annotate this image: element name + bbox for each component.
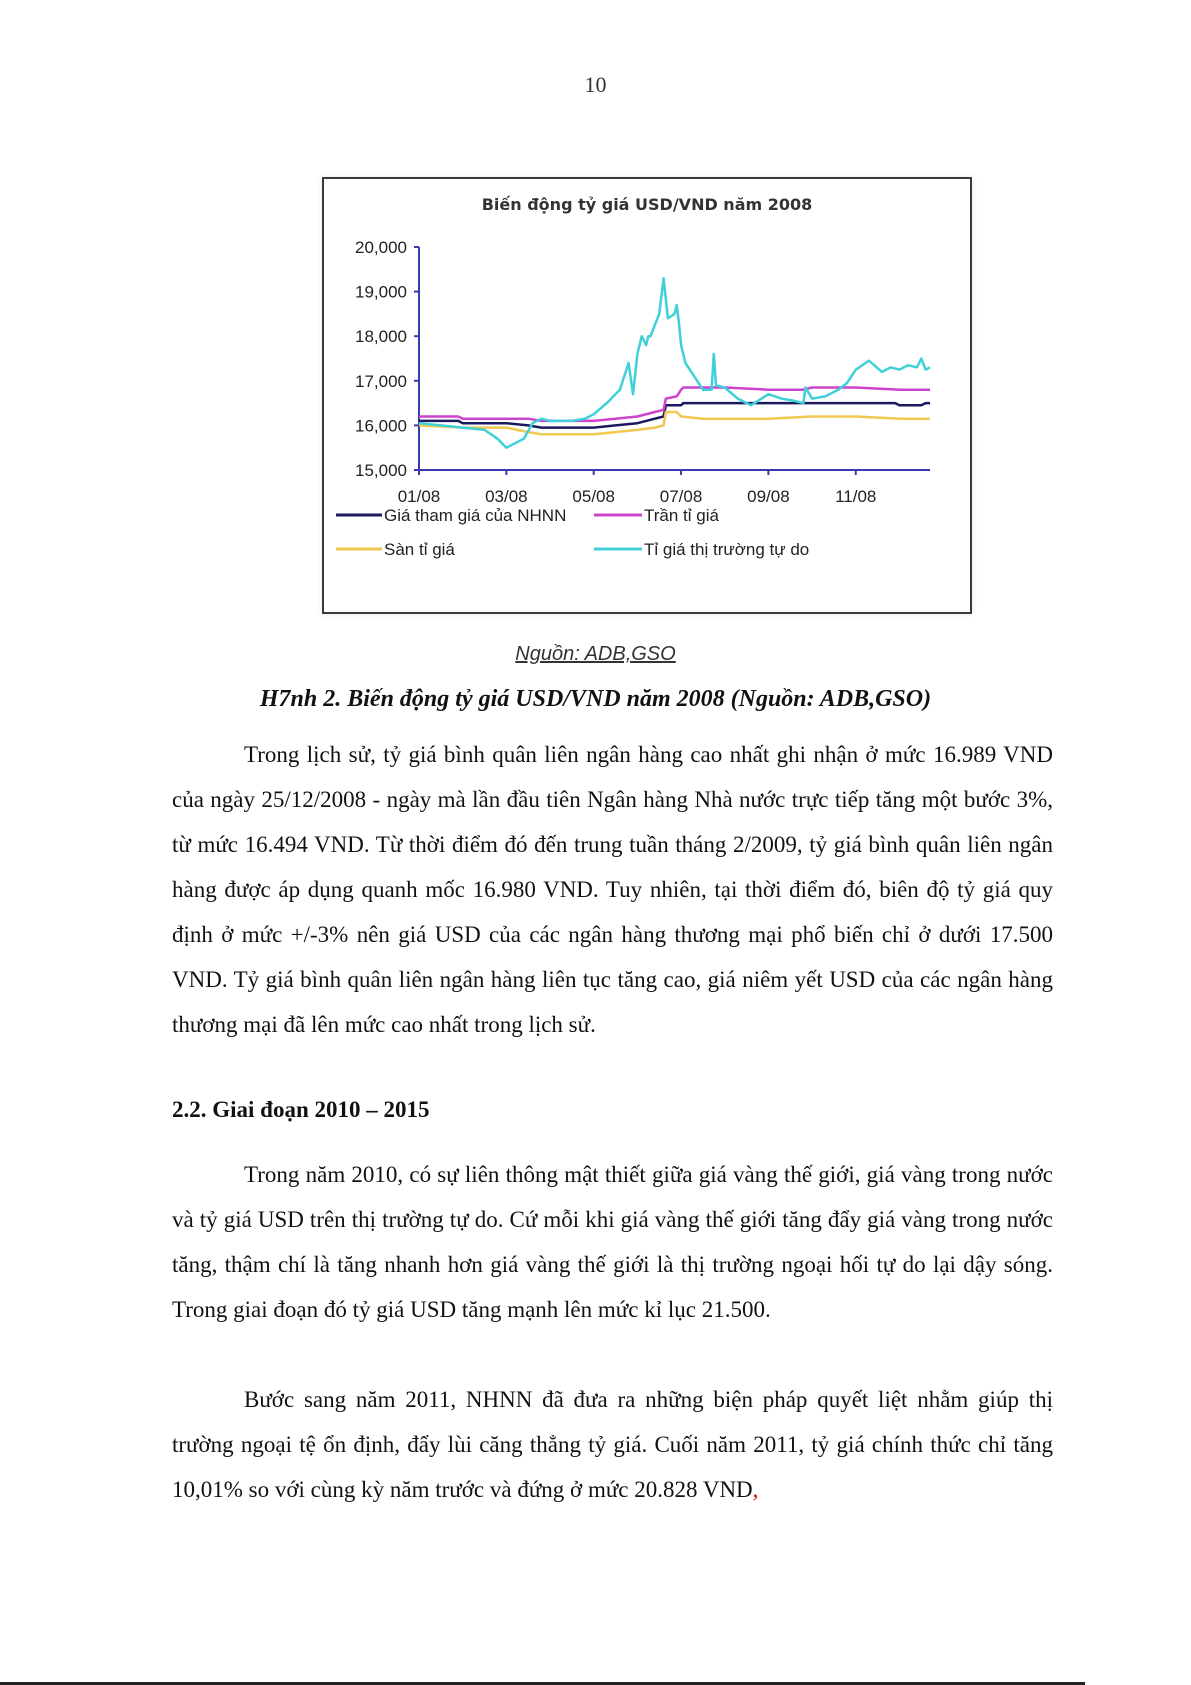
y-axis xyxy=(355,238,419,480)
y-tick-label: 16,000 xyxy=(355,416,407,436)
y-tick-label: 17,000 xyxy=(355,371,407,391)
x-tick-label: 01/08 xyxy=(397,487,441,506)
paragraph-3-container xyxy=(172,1377,1053,1512)
legend-label-1: Giá tham giá của NHNN xyxy=(384,506,567,525)
paragraph-2-text: Trong năm 2010, có sự liên thông mật thiết giữa giá vàng thế giới, giá vàng trong nước và tỷ giá USD trên thị trường tự do. Cứ mỗi khi giá vàng thế giới tăng đẩy giá vàng trong nước tăng, thậm chí là tăng nhanh hơn giá vàng thế giới là thị trường ngoại hối tự do lại dậy sóng. Trong giai đoạn đó tỷ giá USD tăng mạnh lên mức kỉ lục 21.500. xyxy=(172,1162,1053,1322)
page-number: 10 xyxy=(584,72,607,97)
chart-legend xyxy=(336,506,809,559)
y-tick-label: 15,000 xyxy=(355,461,407,480)
chart-title: Biến động tỷ giá USD/VND năm 2008 xyxy=(481,195,813,214)
x-tick-label: 03/08 xyxy=(485,487,528,506)
paragraph-2 xyxy=(172,1152,1053,1332)
paragraph-3 xyxy=(172,1377,1053,1512)
paragraph-1 xyxy=(172,732,1053,1047)
x-tick-label: 09/08 xyxy=(747,487,790,506)
paragraph-3-text: Bước sang năm 2011, NHNN đã đưa ra những biện pháp quyết liệt nhằm giúp thị trường ngoại tệ ổn định, đẩy lùi căng thẳng tỷ giá. Cuối năm 2011, tỷ giá chính thức chỉ tăng 10,01% so với cùng kỳ năm trước và đứng ở mức 20.828 VND xyxy=(172,1387,1053,1502)
legend-label-4: Tỉ giá thị trường tự do xyxy=(644,540,810,559)
paragraph-1-text: Trong lịch sử, tỷ giá bình quân liên ngân hàng cao nhất ghi nhận ở mức 16.989 VND của ngày 25/12/2008 - ngày mà lần đầu tiên Ngân hàng Nhà nước trực tiếp tăng một bước 3%, từ mức 16.494 VND. Từ thời điểm đó đến trung tuần tháng 2/2009, tỷ giá bình quân liên ngân hàng được áp dụng quanh mốc 16.980 VND. Tuy nhiên, tại thời điểm đó, biên độ tỷ giá quy định ở mức +/-3% nên giá USD của các ngân hàng thương mại phổ biến chỉ ở dưới 17.500 VND. Tỷ giá bình quân liên ngân hàng liên tục tăng cao, giá niêm yết USD của các ngân hàng thương mại đã lên mức cao nhất trong lịch sử. xyxy=(172,742,1053,1037)
y-tick-label: 18,000 xyxy=(355,327,407,347)
figure-caption: H7nh 2. Biến động tỷ giá USD/VND năm 2008 (Nguồn: ADB,GSO) xyxy=(259,686,932,712)
source-note-text: Nguồn: ADB,GSO xyxy=(515,643,676,665)
series-lines xyxy=(419,278,930,448)
x-tick-label: 05/08 xyxy=(572,487,615,506)
chart-svg xyxy=(324,179,970,612)
paragraph-3-red-comma: , xyxy=(752,1477,759,1502)
y-tick-label: 20,000 xyxy=(355,238,407,257)
x-tick-label: 11/08 xyxy=(835,487,877,506)
exchange-rate-chart xyxy=(322,177,972,614)
source-note xyxy=(0,643,1191,666)
section-heading: 2.2. Giai đoạn 2010 – 2015 xyxy=(172,1097,430,1122)
legend-label-2: Trần tỉ giá xyxy=(644,506,719,525)
x-axis xyxy=(398,470,930,506)
x-tick-label: 07/08 xyxy=(659,487,703,506)
y-tick-label: 19,000 xyxy=(355,282,407,302)
legend-label-3: Sàn tỉ giá xyxy=(384,540,455,559)
